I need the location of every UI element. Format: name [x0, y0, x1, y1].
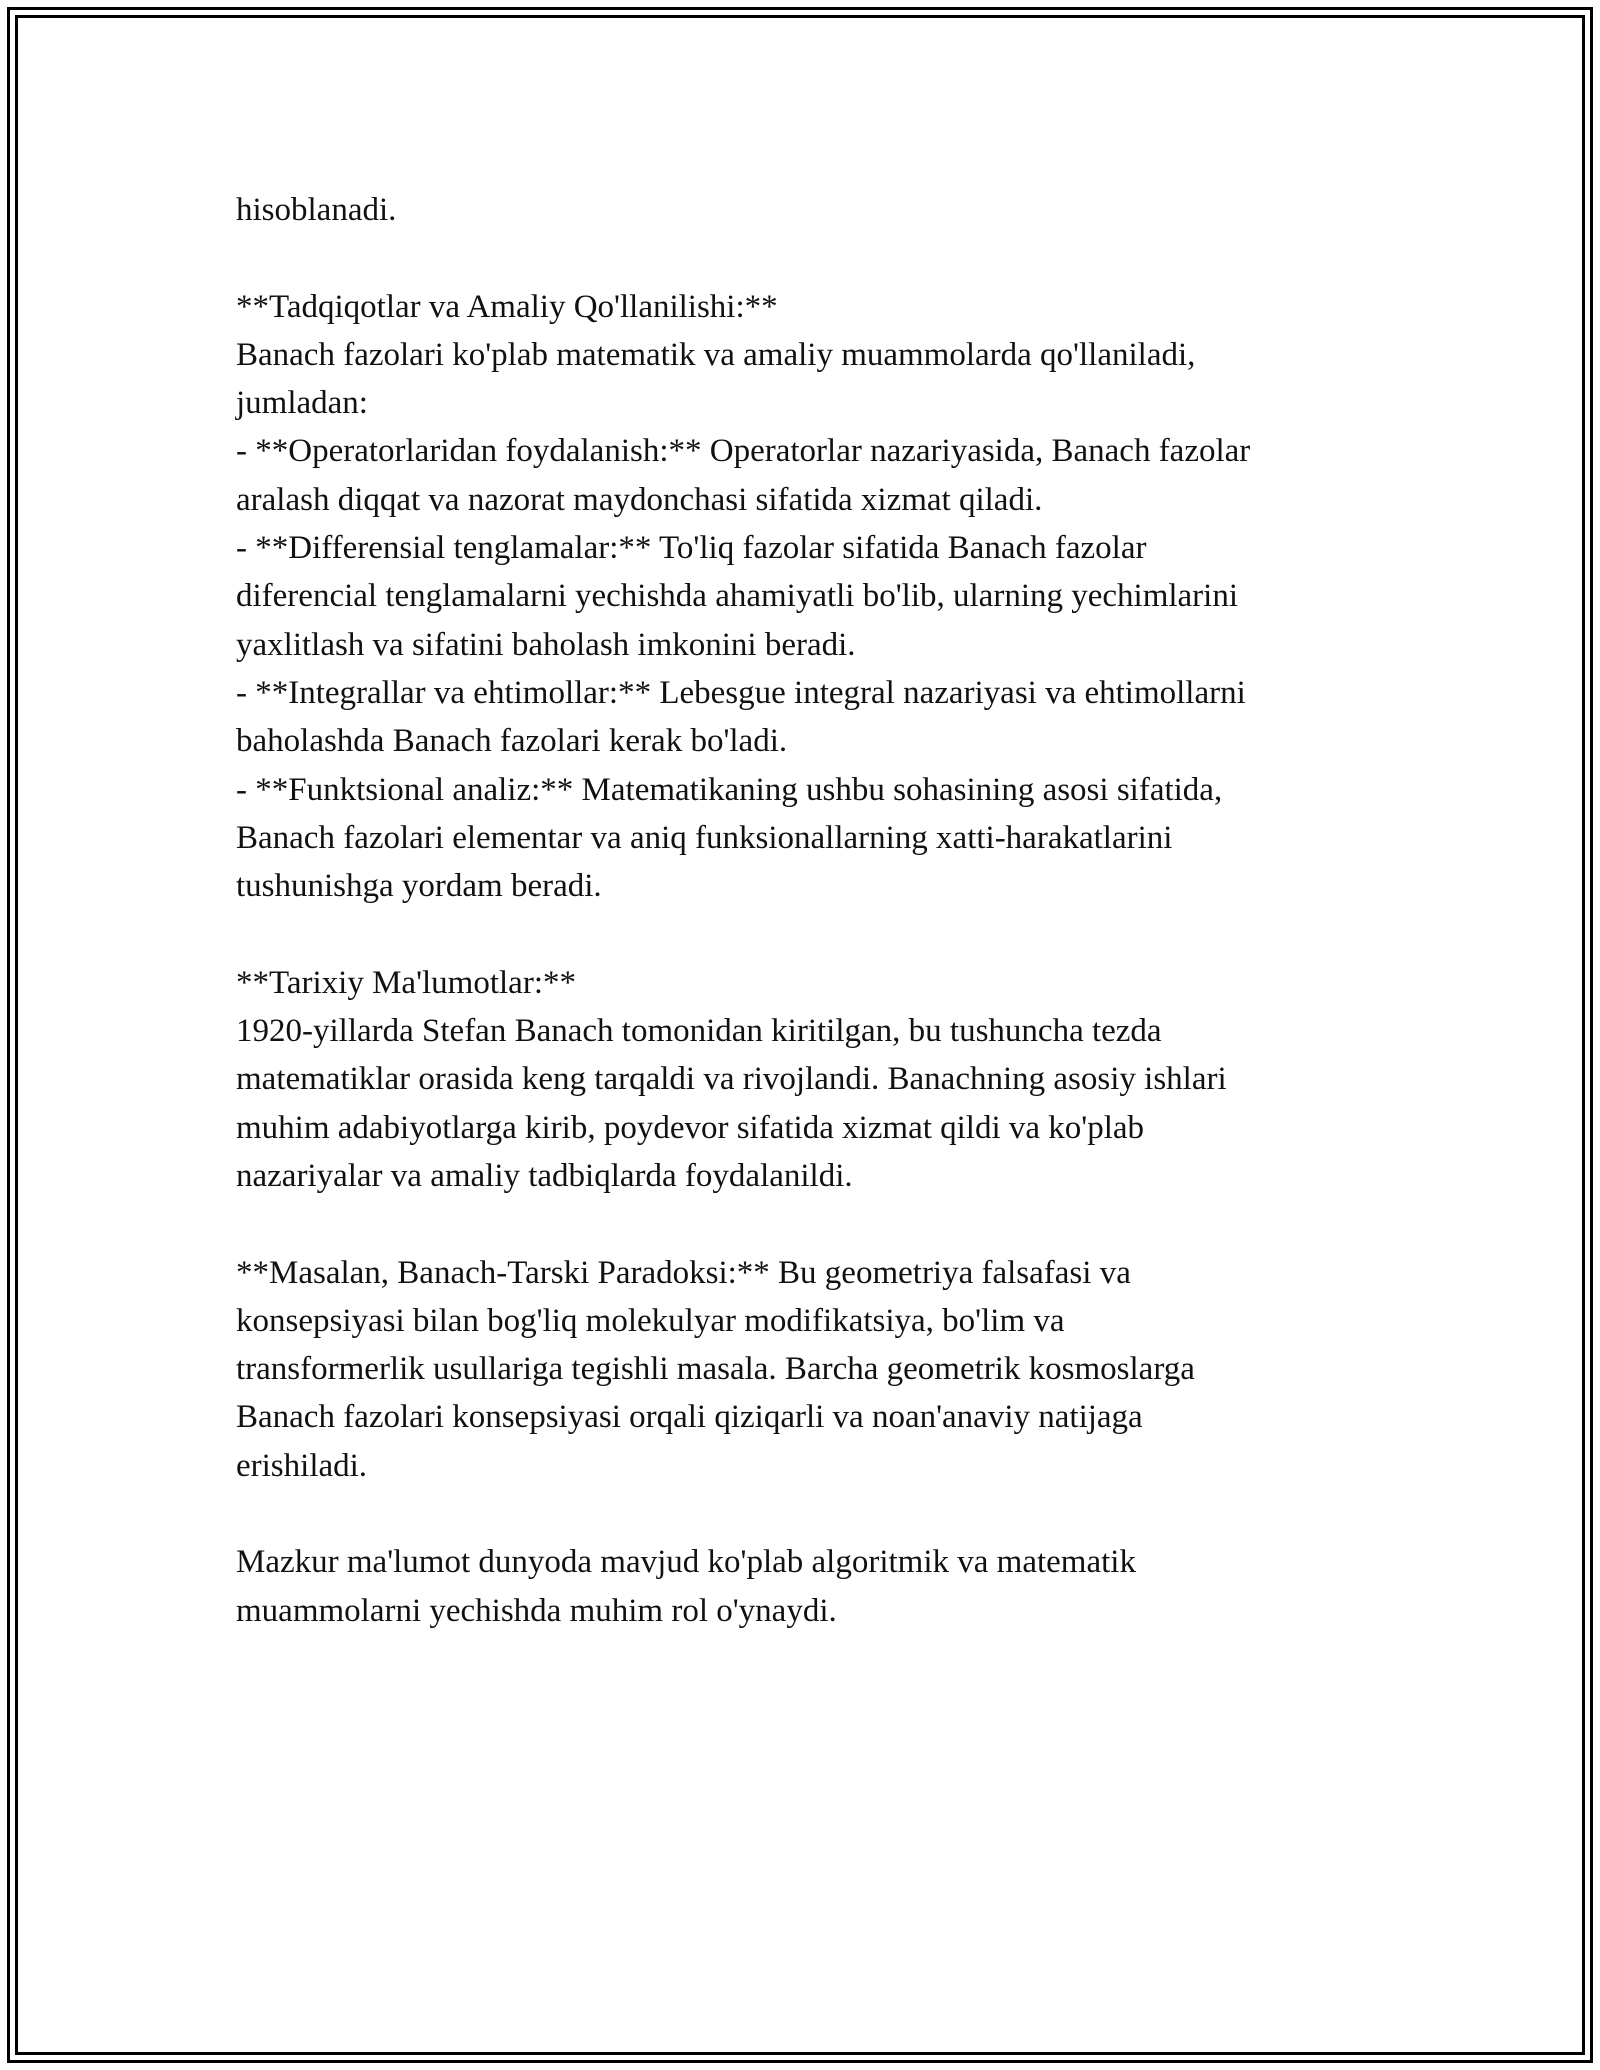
paragraph-example-section: [236, 1249, 1396, 1490]
text-line: transformerlik usullariga tegishli masala. Barcha geometrik kosmoslarga: [236, 1351, 1195, 1388]
text-line: 1920-yillarda Stefan Banach tomonidan kiritilgan, bu tushuncha tezda: [236, 1013, 1162, 1050]
text-line: muhim adabiyotlarga kirib, poydevor sifatida xizmat qildi va ko'plab: [236, 1109, 1145, 1146]
text-line: diferencial tenglamalarni yechishda ahamiyatli bo'lib, ularning yechimlarini: [236, 578, 1239, 615]
paragraph-gap: [236, 910, 1396, 958]
paragraph-gap: [236, 1200, 1396, 1248]
paragraph-conclusion: [236, 1538, 1396, 1635]
document-body: [236, 186, 1396, 1635]
text-line: baholashda Banach fazolari kerak bo'ladi.: [236, 723, 788, 760]
list-item-line: - **Differensial tenglamalar:** To'liq fazolar sifatida Banach fazolar: [236, 530, 1147, 567]
text-line: aralash diqqat va nazorat maydonchasi sifatida xizmat qiladi.: [236, 481, 1043, 518]
paragraph-intro-tail: [236, 186, 1396, 234]
text-line: **Masalan, Banach-Tarski Paradoksi:** Bu geometriya falsafasi va: [236, 1254, 1131, 1291]
list-item-line: - **Operatorlaridan foydalanish:** Operatorlar nazariyasida, Banach fazolar: [236, 433, 1251, 470]
text-line: matematiklar orasida keng tarqaldi va rivojlandi. Banachning asosiy ishlari: [236, 1061, 1227, 1098]
text-line: muammolarni yechishda muhim rol o'ynaydi.: [236, 1592, 837, 1629]
text-line: Banach fazolari elementar va aniq funksionallarning xatti-harakatlarini: [236, 819, 1173, 856]
list-item-line: - **Funktsional analiz:** Matematikaning ushbu sohasining asosi sifatida,: [236, 771, 1223, 808]
text-line: erishiladi.: [236, 1447, 368, 1484]
text-line: tushunishga yordam beradi.: [236, 868, 602, 905]
text-line: Banach fazolari ko'plab matematik va amaliy muammolarda qo'llaniladi,: [236, 336, 1196, 373]
text-line: yaxlitlash va sifatini baholash imkonini beradi.: [236, 626, 856, 663]
paragraph-history-section: [236, 959, 1396, 1200]
text-line: konsepsiyasi bilan bog'liq molekulyar modifikatsiya, bo'lim va: [236, 1302, 1065, 1339]
section-heading: **Tadqiqotlar va Amaliy Qo'llanilishi:**: [236, 288, 778, 325]
text-line: jumladan:: [236, 385, 368, 422]
paragraph-research-section: [236, 283, 1396, 911]
text-line: Banach fazolari konsepsiyasi orqali qiziqarli va noan'anaviy natijaga: [236, 1399, 1143, 1436]
text-line: hisoblanadi.: [236, 192, 397, 228]
paragraph-gap: [236, 1490, 1396, 1538]
section-heading: **Tarixiy Ma'lumotlar:**: [236, 964, 576, 1001]
text-line: Mazkur ma'lumot dunyoda mavjud ko'plab algoritmik va matematik: [236, 1544, 1136, 1581]
text-line: nazariyalar va amaliy tadbiqlarda foydalanildi.: [236, 1157, 853, 1194]
list-item-line: - **Integrallar va ehtimollar:** Lebesgue integral nazariyasi va ehtimollarni: [236, 674, 1246, 711]
paragraph-gap: [236, 234, 1396, 282]
